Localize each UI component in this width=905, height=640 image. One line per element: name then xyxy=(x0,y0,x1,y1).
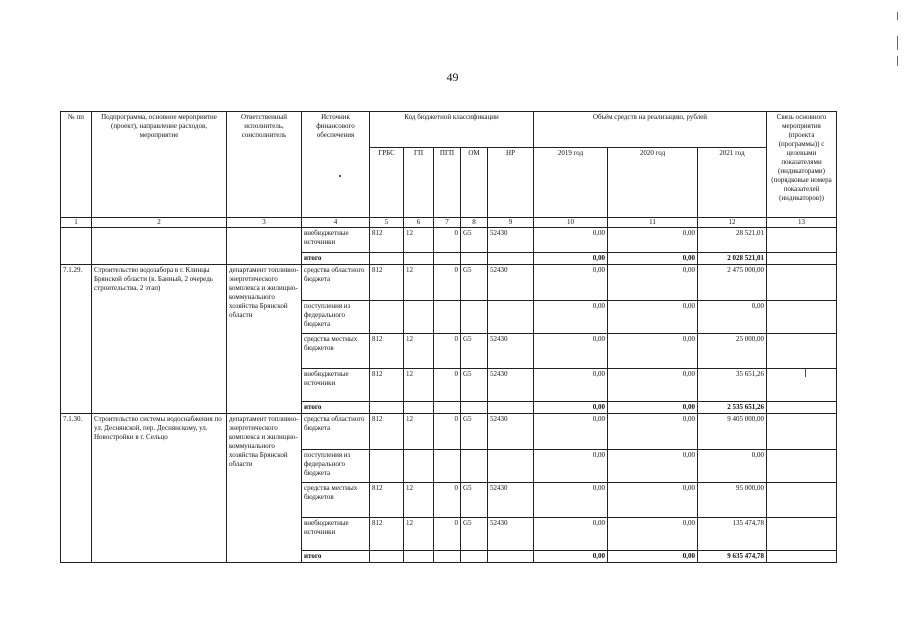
funding-source: средства областного бюджета xyxy=(302,414,370,450)
code-pgp: 0 xyxy=(434,228,461,253)
code-pgp: 0 xyxy=(434,518,461,551)
header-budget-class: Код бюджетной классификации xyxy=(370,112,534,148)
amount-2019: 0,00 xyxy=(534,551,608,563)
code-grbs: 812 xyxy=(370,518,404,551)
amount-2019: 0,00 xyxy=(534,518,608,551)
indicator-link xyxy=(767,253,837,265)
code-grbs xyxy=(370,551,404,563)
amount-2021: 25 000,00 xyxy=(698,334,767,369)
code-gp: 12 xyxy=(404,483,434,518)
col-number: 3 xyxy=(227,218,302,228)
code-om: G5 xyxy=(461,334,488,369)
item-responsible: департамент топливно-энергетического комплекса и жилищно-коммунального хозяйства Брянской области xyxy=(227,265,302,414)
code-om: G5 xyxy=(461,265,488,301)
amount-2020: 0,00 xyxy=(608,228,698,253)
amount-2019: 0,00 xyxy=(534,450,608,483)
code-pgp xyxy=(434,450,461,483)
item-responsible xyxy=(227,228,302,265)
amount-2021: 2 535 651,26 xyxy=(698,402,767,414)
amount-2021: 9 635 474,78 xyxy=(698,551,767,563)
header-link: Связь основного мероприятия (проекта (программы)) с целевыми показателями (индикаторами) (порядковые номера показателей (индикаторов)) xyxy=(767,112,837,218)
amount-2021: 95 000,00 xyxy=(698,483,767,518)
code-np xyxy=(488,301,534,334)
amount-2021: 135 474,78 xyxy=(698,518,767,551)
code-np xyxy=(488,402,534,414)
funding-source: внебюджетные источники xyxy=(302,369,370,402)
code-gp xyxy=(404,450,434,483)
table-row xyxy=(61,414,837,450)
item-name: Строительство системы водоснабжения по ул. Деснянской, пер. Деснянскому, ул. Новостройки в г. Сельцо xyxy=(92,414,227,563)
header-source: Источник финансового обеспечения xyxy=(302,112,370,218)
funding-source: поступления из федерального бюджета xyxy=(302,450,370,483)
code-om xyxy=(461,253,488,265)
code-np xyxy=(488,253,534,265)
column-numbers-row xyxy=(61,218,837,228)
col-number: 12 xyxy=(698,218,767,228)
code-gp xyxy=(404,402,434,414)
code-om: G5 xyxy=(461,369,488,402)
amount-2020: 0,00 xyxy=(608,369,698,402)
code-pgp xyxy=(434,402,461,414)
funding-source: внебюджетные источники xyxy=(302,228,370,253)
code-gp: 12 xyxy=(404,369,434,402)
code-grbs: 812 xyxy=(370,369,404,402)
amount-2021: 28 521,01 xyxy=(698,228,767,253)
col-number: 11 xyxy=(608,218,698,228)
col-number: 8 xyxy=(461,218,488,228)
funding-source: итого xyxy=(302,402,370,414)
amount-2021: 0,00 xyxy=(698,450,767,483)
col-number: 5 xyxy=(370,218,404,228)
code-om xyxy=(461,450,488,483)
amount-2020: 0,00 xyxy=(608,265,698,301)
indicator-link xyxy=(767,301,837,334)
col-number: 4 xyxy=(302,218,370,228)
margin-marks xyxy=(897,12,899,72)
code-np: 52430 xyxy=(488,369,534,402)
amount-2020: 0,00 xyxy=(608,402,698,414)
code-pgp: 0 xyxy=(434,334,461,369)
header-responsible: Ответственный исполнитель, соисполнитель xyxy=(227,112,302,218)
header-subprogram: Подпрограмма, основное мероприятие (проект), направление расходов, мероприятие xyxy=(92,112,227,218)
indicator-link xyxy=(767,450,837,483)
amount-2019: 0,00 xyxy=(534,483,608,518)
header-num: № пп xyxy=(61,112,92,218)
amount-2019: 0,00 xyxy=(534,414,608,450)
col-number: 10 xyxy=(534,218,608,228)
col-number: 9 xyxy=(488,218,534,228)
indicator-link xyxy=(767,228,837,253)
code-om: G5 xyxy=(461,414,488,450)
code-grbs xyxy=(370,402,404,414)
item-responsible: департамент топливно-энергетического комплекса и жилищно-коммунального хозяйства Брянской области xyxy=(227,414,302,563)
code-np xyxy=(488,450,534,483)
code-pgp: 0 xyxy=(434,483,461,518)
item-number: 7.1.30. xyxy=(61,414,92,563)
header-np: НР xyxy=(488,148,534,218)
header-pgp: ПГП xyxy=(434,148,461,218)
indicator-link xyxy=(767,414,837,450)
col-number: 6 xyxy=(404,218,434,228)
col-number: 2 xyxy=(92,218,227,228)
indicator-link xyxy=(767,334,837,369)
amount-2021: 2 475 000,00 xyxy=(698,265,767,301)
amount-2019: 0,00 xyxy=(534,265,608,301)
indicator-link xyxy=(767,551,837,563)
code-gp xyxy=(404,253,434,265)
amount-2020: 0,00 xyxy=(608,518,698,551)
code-gp xyxy=(404,551,434,563)
code-gp: 12 xyxy=(404,228,434,253)
funding-source: итого xyxy=(302,551,370,563)
col-number: 13 xyxy=(767,218,837,228)
page-number: 49 xyxy=(446,70,459,84)
code-gp: 12 xyxy=(404,265,434,301)
item-number xyxy=(61,228,92,265)
code-gp xyxy=(404,301,434,334)
budget-table xyxy=(60,111,837,563)
code-pgp: 0 xyxy=(434,265,461,301)
funding-source: средства местных бюджетов xyxy=(302,334,370,369)
header-2020: 2020 год xyxy=(608,148,698,218)
code-om xyxy=(461,402,488,414)
header-om: ОМ xyxy=(461,148,488,218)
table-row xyxy=(61,265,837,301)
code-np: 52430 xyxy=(488,414,534,450)
budget-table-body xyxy=(61,228,837,563)
header-volume: Объём средств на реализацию, рублей xyxy=(534,112,767,148)
code-grbs xyxy=(370,450,404,483)
item-name xyxy=(92,228,227,265)
code-np: 52430 xyxy=(488,228,534,253)
code-grbs xyxy=(370,301,404,334)
code-grbs: 812 xyxy=(370,265,404,301)
code-np xyxy=(488,551,534,563)
code-pgp: 0 xyxy=(434,369,461,402)
code-grbs xyxy=(370,253,404,265)
amount-2019: 0,00 xyxy=(534,253,608,265)
code-om xyxy=(461,301,488,334)
amount-2020: 0,00 xyxy=(608,551,698,563)
amount-2020: 0,00 xyxy=(608,414,698,450)
amount-2019: 0,00 xyxy=(534,369,608,402)
amount-2021: 2 028 521,01 xyxy=(698,253,767,265)
item-name: Строительство водозабора в г. Клинцы Брянской области (в. Банный, 2 очередь строительства, 2 этап) xyxy=(92,265,227,414)
code-grbs: 812 xyxy=(370,334,404,369)
code-om: G5 xyxy=(461,228,488,253)
funding-source: средства областного бюджета xyxy=(302,265,370,301)
header-gp: ГП xyxy=(404,148,434,218)
code-np: 52430 xyxy=(488,334,534,369)
header-2019: 2019 год xyxy=(534,148,608,218)
code-np: 52430 xyxy=(488,265,534,301)
item-number: 7.1.29. xyxy=(61,265,92,414)
amount-2020: 0,00 xyxy=(608,253,698,265)
amount-2021: 35 651,26 xyxy=(698,369,767,402)
indicator-link xyxy=(767,518,837,551)
indicator-link xyxy=(767,265,837,301)
funding-source: внебюджетные источники xyxy=(302,518,370,551)
code-np: 52430 xyxy=(488,483,534,518)
indicator-link xyxy=(767,402,837,414)
amount-2020: 0,00 xyxy=(608,334,698,369)
indicator-link xyxy=(767,483,837,518)
indicator-link xyxy=(767,369,837,402)
code-np: 52430 xyxy=(488,518,534,551)
code-om: G5 xyxy=(461,483,488,518)
code-pgp: 0 xyxy=(434,414,461,450)
code-pgp xyxy=(434,551,461,563)
header-2021: 2021 год xyxy=(698,148,767,218)
amount-2020: 0,00 xyxy=(608,483,698,518)
code-grbs: 812 xyxy=(370,414,404,450)
amount-2019: 0,00 xyxy=(534,301,608,334)
code-grbs: 812 xyxy=(370,483,404,518)
code-gp: 12 xyxy=(404,518,434,551)
code-om: G5 xyxy=(461,518,488,551)
code-pgp xyxy=(434,253,461,265)
header-row-1 xyxy=(61,112,837,148)
table-row xyxy=(61,228,837,253)
amount-2019: 0,00 xyxy=(534,402,608,414)
code-gp: 12 xyxy=(404,414,434,450)
code-grbs: 812 xyxy=(370,228,404,253)
col-number: 7 xyxy=(434,218,461,228)
amount-2019: 0,00 xyxy=(534,334,608,369)
code-gp: 12 xyxy=(404,334,434,369)
code-pgp xyxy=(434,301,461,334)
funding-source: поступления из федерального бюджета xyxy=(302,301,370,334)
amount-2021: 0,00 xyxy=(698,301,767,334)
amount-2020: 0,00 xyxy=(608,450,698,483)
funding-source: итого xyxy=(302,253,370,265)
header-grbs: ГРБС xyxy=(370,148,404,218)
amount-2020: 0,00 xyxy=(608,301,698,334)
code-om xyxy=(461,551,488,563)
amount-2019: 0,00 xyxy=(534,228,608,253)
col-number: 1 xyxy=(61,218,92,228)
amount-2021: 9 405 000,00 xyxy=(698,414,767,450)
funding-source: средства местных бюджетов xyxy=(302,483,370,518)
